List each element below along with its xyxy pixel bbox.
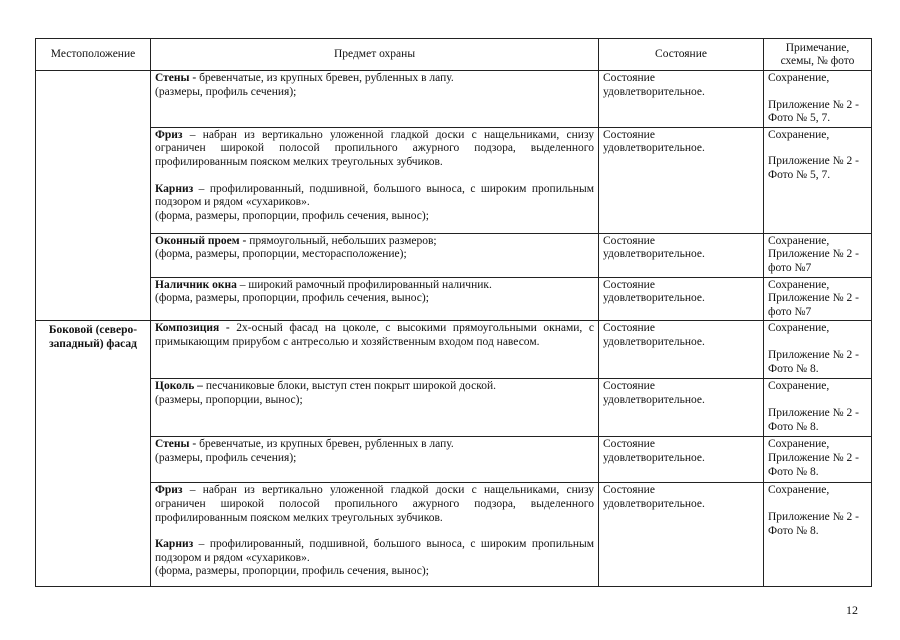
subject-text: песчаниковые блоки, выступ стен покрыт широкой доской. xyxy=(202,380,496,393)
subject-title: Карниз xyxy=(155,182,194,195)
subject-text: – профилированный, подшивной, большого выноса, с широким пропильным подзором и рядом «сухариков». xyxy=(155,538,594,564)
subject-params: (размеры, пропорции, вынос); xyxy=(155,393,303,406)
table-row xyxy=(36,277,872,321)
subject-text: – набран из вертикально уложенной гладкой доски с нащельниками, снизу ограничен широкой полосой пропильного ажурного подзора, выделенного профилированным пояском мелких треугольных зубчиков. xyxy=(155,484,594,524)
note-cell xyxy=(764,483,872,587)
note-cell: Сохранение, Приложение № 2 - фото №7 xyxy=(764,277,872,321)
subject-params: (размеры, профиль сечения); xyxy=(155,85,297,98)
header-subject: Предмет охраны xyxy=(151,39,599,71)
note-reference: Приложение № 2 - Фото № 8. xyxy=(768,406,859,433)
state-cell: Состояние удовлетворительное. xyxy=(599,127,764,233)
subject-text: 2х-осный фасад на цоколе, с высокими прямоугольными окнами, с примыкающим прирубом с антресолью и хозяйственным входом под навесом. xyxy=(155,322,594,348)
note-cell xyxy=(764,127,872,233)
subject-params: (форма, размеры, пропорции, профиль сечения, вынос); xyxy=(155,292,429,305)
header-note: Примечание, схемы, № фото xyxy=(764,39,872,71)
subject-text: бревенчатые, из крупных бревен, рубленных в лапу. xyxy=(196,438,454,451)
subject-title: Стены - xyxy=(155,72,197,84)
note-cell xyxy=(764,71,872,128)
header-location: Местоположение xyxy=(36,39,151,71)
location-cell xyxy=(36,71,151,321)
subject-text: бревенчатые, из крупных бревен, рубленных в лапу. xyxy=(196,72,454,84)
state-cell: Состояние удовлетворительное. xyxy=(599,379,764,437)
table-row xyxy=(36,127,872,233)
table-header-row xyxy=(36,39,872,71)
table-row xyxy=(36,483,872,587)
subject-title: Фриз xyxy=(155,484,183,497)
state-cell: Состояние удовлетворительное. xyxy=(599,437,764,483)
table-row xyxy=(36,321,872,379)
subject-cell xyxy=(151,379,599,437)
state-cell: Состояние удовлетворительное. xyxy=(599,277,764,321)
subject-cell xyxy=(151,321,599,379)
subject-title: Карниз xyxy=(155,538,194,551)
subject-params: (размеры, профиль сечения); xyxy=(155,451,297,464)
note-reference: Приложение № 2 - Фото № 5, 7. xyxy=(768,155,859,181)
note-reference: Приложение № 2 - Фото № 8. xyxy=(768,510,859,537)
subject-title: Композиция - xyxy=(155,322,230,335)
table-row xyxy=(36,437,872,483)
subject-cell xyxy=(151,437,599,483)
subject-text: – профилированный, подшивной, большого выноса, с широким пропильным подзором и рядом «сухариков». xyxy=(155,182,594,209)
table-row xyxy=(36,71,872,128)
note-cell: Сохранение, Приложение № 2 - фото №7 xyxy=(764,233,872,277)
subject-params: (форма, размеры, пропорции, профиль сечения, вынос); xyxy=(155,209,429,222)
state-cell: Состояние удовлетворительное. xyxy=(599,321,764,379)
subject-cell xyxy=(151,277,599,321)
subject-text: – набран из вертикально уложенной гладкой доски с нащельниками, снизу ограничен широкой полосой пропильного ажурного подзора, выделенного профилированным пояском мелких треугольных зубчиков. xyxy=(155,128,594,168)
subject-params: (форма, размеры, пропорции, месторасположение); xyxy=(155,248,407,261)
note-reference: Приложение № 2 - Фото № 5, 7. xyxy=(768,98,859,125)
subject-title: Оконный проем - xyxy=(155,234,247,247)
subject-cell xyxy=(151,483,599,587)
state-cell: Состояние удовлетворительное. xyxy=(599,483,764,587)
note-status: Сохранение, xyxy=(768,322,830,335)
state-cell: Состояние удовлетворительное. xyxy=(599,233,764,277)
subject-cell xyxy=(151,127,599,233)
table-row xyxy=(36,233,872,277)
subject-title: Фриз xyxy=(155,128,183,141)
table-row xyxy=(36,379,872,437)
location-cell: Боковой (северо-западный) фасад xyxy=(36,321,151,587)
subject-cell xyxy=(151,71,599,128)
page-number: 12 xyxy=(846,603,858,617)
subject-text: прямоугольный, небольших размеров; xyxy=(246,234,437,247)
subject-cell xyxy=(151,233,599,277)
note-status: Сохранение, xyxy=(768,72,830,84)
note-cell: Сохранение, Приложение № 2 - Фото № 8. xyxy=(764,437,872,483)
state-cell: Состояние удовлетворительное. xyxy=(599,71,764,128)
subject-title: Цоколь – xyxy=(155,380,203,393)
subject-title: Стены - xyxy=(155,438,197,451)
note-status: Сохранение, xyxy=(768,380,830,393)
note-cell xyxy=(764,379,872,437)
protection-table xyxy=(35,38,872,587)
note-reference: Приложение № 2 - Фото № 8. xyxy=(768,348,859,375)
note-status: Сохранение, xyxy=(768,128,830,141)
subject-title: Наличник окна xyxy=(155,278,237,291)
header-state: Состояние xyxy=(599,39,764,71)
subject-params: (форма, размеры, пропорции, профиль сечения, вынос); xyxy=(155,565,429,578)
note-cell xyxy=(764,321,872,379)
note-status: Сохранение, xyxy=(768,484,830,497)
subject-text: – широкий рамочный профилированный наличник. xyxy=(236,278,492,291)
